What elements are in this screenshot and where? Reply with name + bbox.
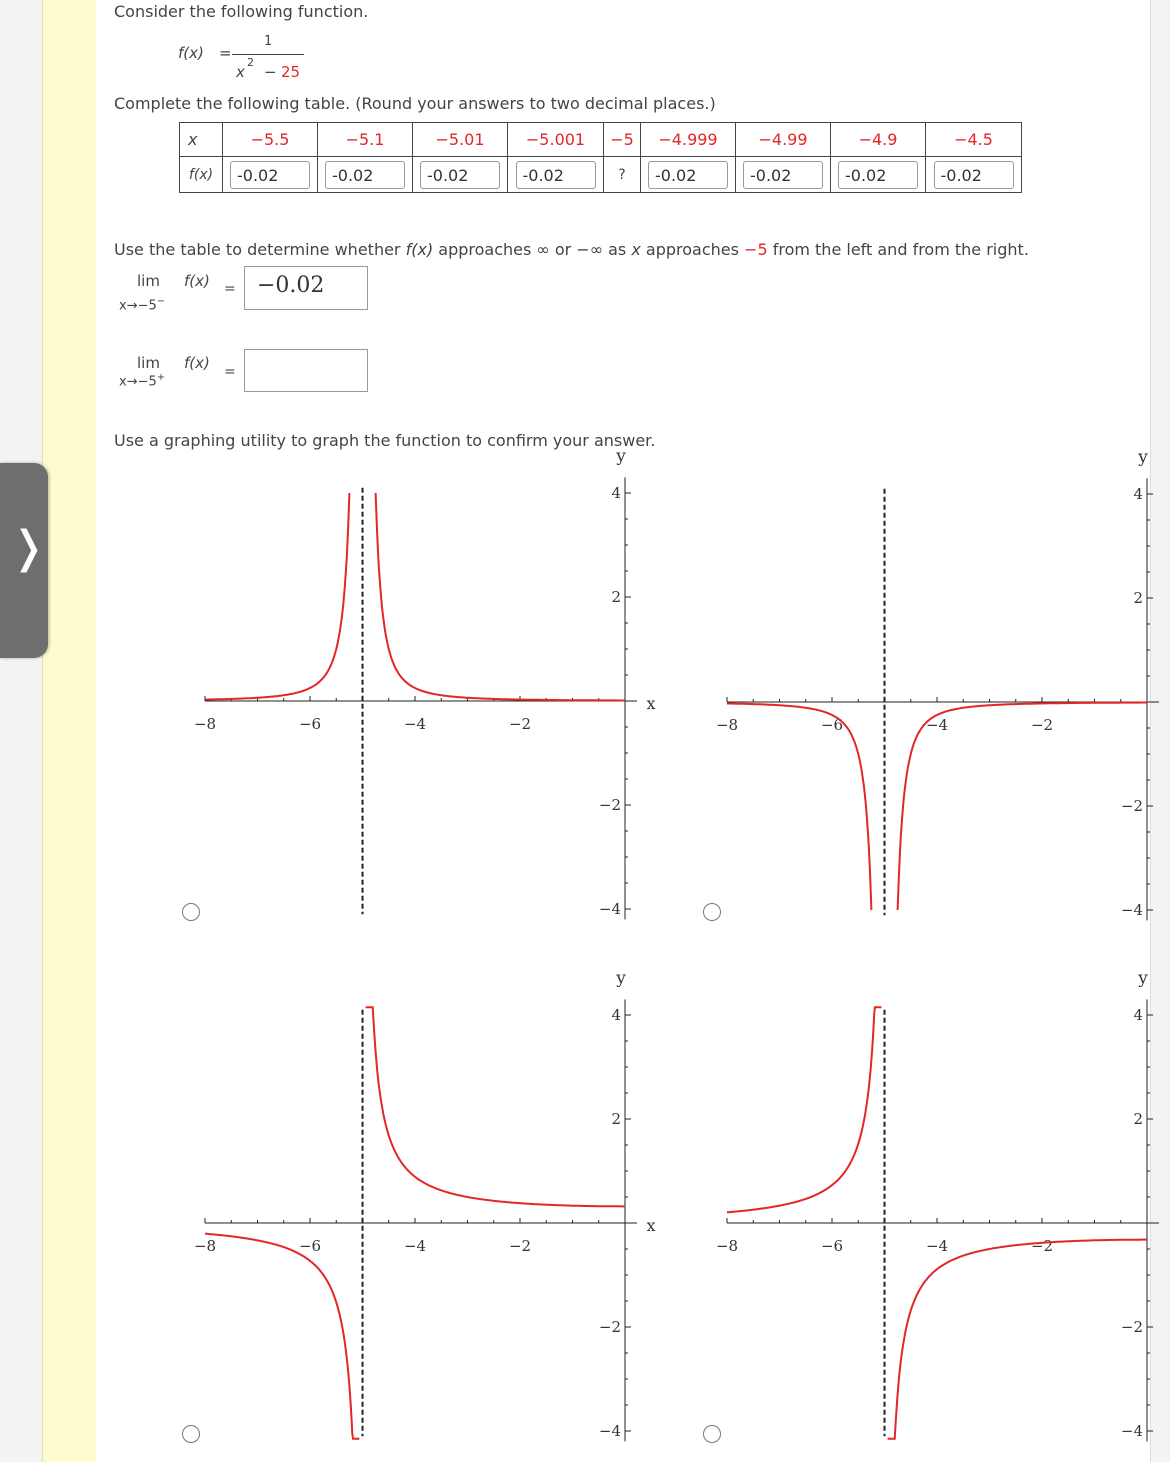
graph-option-4 (716, 969, 1159, 1442)
x-cell: −5.1 (318, 123, 413, 157)
x-tick-label: −2 (1030, 1237, 1054, 1255)
graph-option-4-radio[interactable] (703, 1425, 721, 1443)
function-lhs: f(x) (178, 44, 204, 62)
lim-word: lim (137, 354, 160, 372)
curve-left-branch (727, 1007, 881, 1212)
y-axis-label: y (616, 968, 626, 989)
y-tick-label: −2 (598, 796, 621, 814)
x-tick-label: −6 (298, 715, 322, 733)
lim-fx: f(x) (184, 354, 210, 372)
lim-fx: f(x) (184, 272, 210, 290)
graph-option-2-radio[interactable] (703, 903, 721, 921)
intro-text: Consider the following function. (114, 2, 369, 21)
curve-left-branch (205, 1234, 359, 1439)
x-tick-label: −8 (193, 1237, 217, 1255)
x-cell: −5.5 (223, 123, 318, 157)
lim-word: lim (137, 272, 160, 290)
x-tick-label: −2 (508, 715, 532, 733)
x-axis-label: x (646, 1216, 656, 1235)
curve-left-branch (727, 703, 871, 910)
den-minus: − (264, 63, 277, 81)
graph-option-3 (194, 969, 656, 1442)
y-tick-label: 4 (611, 484, 621, 502)
graph-option-1 (194, 447, 656, 920)
limit-question: Use the table to determine whether f(x) approaches ∞ or −∞ as x approaches −5 from the left and from the right. (114, 240, 1029, 259)
y-tick-label: 4 (611, 1006, 621, 1024)
fx-header: f(x) (180, 157, 223, 193)
y-axis-label: y (1138, 447, 1148, 468)
x-cell: −4.99 (736, 123, 831, 157)
x-tick-label: −4 (403, 715, 427, 733)
fx-answer-field[interactable]: -0.02 (743, 161, 823, 189)
table-instruction: Complete the following table. (Round your answers to two decimal places.) (114, 94, 716, 113)
x-tick-label: −6 (820, 716, 844, 734)
fx-answer-field[interactable]: -0.02 (648, 161, 728, 189)
x-cell: −4.999 (641, 123, 736, 157)
y-axis-label: y (1138, 968, 1148, 989)
x-cell: −5.001 (508, 123, 604, 157)
lim-equals: = (224, 281, 236, 297)
y-tick-label: 2 (611, 588, 621, 606)
den-const: 25 (281, 63, 301, 81)
x-axis-label: x (646, 694, 656, 713)
x-tick-label: −2 (1030, 716, 1054, 734)
y-tick-label: 4 (1133, 1006, 1143, 1024)
fx-answer-field[interactable]: -0.02 (838, 161, 918, 189)
x-cell: −4.5 (926, 123, 1022, 157)
y-tick-label: 2 (1133, 1110, 1143, 1128)
curve-right-branch (376, 493, 625, 701)
x-header: x (180, 123, 223, 157)
x-tick-label: −4 (403, 1237, 427, 1255)
y-axis-label: y (616, 446, 626, 467)
curve-left-branch (205, 493, 349, 700)
y-tick-label: −4 (1120, 901, 1143, 919)
y-tick-label: 2 (611, 1110, 621, 1128)
function-equals: = (219, 44, 232, 62)
curve-right-branch (888, 1240, 1147, 1439)
x-tick-label: −6 (298, 1237, 322, 1255)
lim-equals: = (224, 364, 236, 380)
fx-answer-field[interactable]: -0.02 (325, 161, 405, 189)
den-var: x (236, 63, 245, 81)
fx-answer-field[interactable]: -0.02 (230, 161, 310, 189)
x-tick-label: −4 (925, 1237, 949, 1255)
graph-option-3-radio[interactable] (182, 1425, 200, 1443)
curve-right-branch (366, 1007, 625, 1206)
fx-answer-field[interactable]: -0.02 (420, 161, 500, 189)
x-tick-label: −6 (820, 1237, 844, 1255)
y-tick-label: 2 (1133, 589, 1143, 607)
x-tick-label: −8 (193, 715, 217, 733)
x-tick-label: −2 (508, 1237, 532, 1255)
x-tick-label: −8 (715, 716, 739, 734)
x-cell: −4.9 (831, 123, 926, 157)
y-tick-label: −4 (598, 900, 621, 918)
function-numerator: 1 (264, 34, 273, 49)
y-tick-label: −4 (598, 1422, 621, 1440)
fx-undefined: ? (604, 157, 641, 193)
y-tick-label: −2 (1120, 797, 1143, 815)
lim-subscript: x→−5− (119, 296, 166, 314)
graph-instruction: Use a graphing utility to graph the function to confirm your answer. (114, 431, 656, 450)
y-tick-label: 4 (1133, 485, 1143, 503)
graph-option-2 (716, 448, 1159, 921)
chevron-right-icon: ❭ (10, 522, 47, 573)
y-tick-label: −4 (1120, 1422, 1143, 1440)
graph-option-1-radio[interactable] (182, 903, 200, 921)
y-tick-label: −2 (1120, 1318, 1143, 1336)
lim-subscript: x→−5+ (119, 372, 166, 390)
x-tick-label: −4 (925, 716, 949, 734)
fx-answer-field[interactable]: -0.02 (934, 161, 1014, 189)
fx-answer-field[interactable]: -0.02 (516, 161, 596, 189)
x-tick-label: −8 (715, 1237, 739, 1255)
left-limit-input[interactable]: −0.02 (244, 266, 368, 310)
y-tick-label: −2 (598, 1318, 621, 1336)
x-cell: −5.01 (413, 123, 508, 157)
den-exp: 2 (247, 56, 254, 69)
x-cell: −5 (604, 123, 641, 157)
